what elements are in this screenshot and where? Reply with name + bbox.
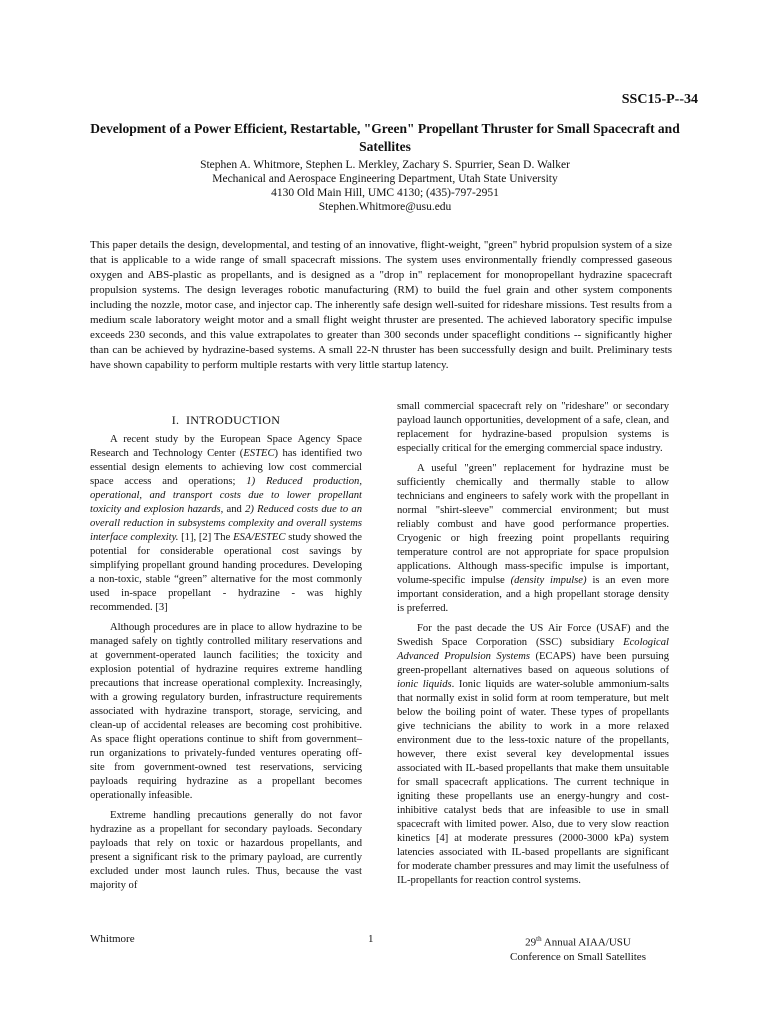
paper-id: SSC15-P--34 bbox=[621, 92, 698, 107]
footer-page-number: 1 bbox=[368, 933, 374, 945]
italic-span: 1) Reduced production, operational, and transport costs due to lower propellant toxicity and explosion hazards, bbox=[90, 476, 362, 515]
text-span: study showed the potential for considerable operational cost savings by simplifying propellant ground handing procedures. Developing a non-toxic, stable “green” alternative for the most commonly used in-space propellant - hydrazine - was highly recommended. [3] bbox=[90, 532, 363, 613]
section-number: I. bbox=[171, 413, 180, 427]
italic-span: Ecological Advanced Propulsion Systems bbox=[397, 637, 669, 662]
footer-conference bbox=[478, 932, 678, 964]
right-column bbox=[397, 400, 669, 894]
left-column bbox=[90, 413, 362, 899]
paragraph bbox=[90, 433, 362, 615]
text-span: A useful "green" replacement for hydrazine must be sufficiently chemically and thermally stable to allow technicians and engineers to safely work with the propellant in normal "shirt-sleeve" commercial environment; but must reliably combust and have good performance properties. Cryogenic or high freezing point propellants requiring temperature control are not appropriate for space propulsion applications. Although mass-specific impulse is important, volume-specific impulse bbox=[397, 463, 669, 586]
text-span: [1], [2] The bbox=[178, 532, 234, 543]
text-span: For the past decade the US Air Force (USAF) and the Swedish Space Corporation (SSC) subsidiary bbox=[397, 623, 669, 648]
section-title-rest: NTRODUCTION bbox=[190, 413, 281, 427]
italic-span: ESA/ESTEC bbox=[233, 532, 286, 543]
italic-span: (density impulse) bbox=[510, 575, 587, 586]
paragraph bbox=[397, 462, 669, 616]
author-address: 4130 Old Main Hill, UMC 4130; (435)-797-2951 bbox=[271, 187, 499, 199]
italic-span: ESTEC bbox=[243, 448, 275, 459]
text-span: Annual AIAA/USU bbox=[541, 936, 631, 949]
section-title-initial: I bbox=[185, 413, 191, 427]
paragraph: small commercial spacecraft rely on "rideshare" or secondary payload launch opportunities, development of a safe, clean, and replacement for hydrazine-based propulsion systems is especially critical for the emerging commercial space industry. bbox=[397, 401, 669, 454]
author-names: Stephen A. Whitmore, Stephen L. Merkley, Zachary S. Spurrier, Sean D. Walker bbox=[200, 159, 570, 171]
italic-span: 2) Reduced costs due to an overall reduction in subsystems complexity and overall systems interface complexity. bbox=[90, 504, 363, 543]
abstract: This paper details the design, developmental, and testing of an innovative, flight-weight, "green" hybrid propulsion system of a size that is applicable to a wide range of small spacecraft missions. The system uses environmentally friendly compressed gaseous oxygen and ABS-plastic as propellants, and is designed as a "drop in" replacement for monopropellant hydrazine spacecraft propulsion systems. The design leverages robotic manufacturing (RM) to build the fuel grain and other system components including the nozzle, motor case, and injector cap. The inherently safe design well-suited for rideshare missions. Test results from a medium scale laboratory weight motor and a small flight weight thruster are presented. The achieved laboratory specific impulse exceeds 230 seconds, and this value extrapolates to greater than 300 seconds under spaceflight conditions -- significantly higher than can be achieved by hydrazine-based systems. A small 22-N thruster has been successfully design and built. Preliminary tests have shown capability to perform multiple restarts with very little startup latency. bbox=[90, 239, 672, 371]
text-span: . Ionic liquids are water-soluble ammonium-salts that normally exist in solid form at room temperature, but melt below the boiling point of water. These types of propellants give technicians the ability to work in a more relaxed environment due to the less-toxic nature of the propellants, however, there exist several key developmental issues associated with IL-based propellants that make them unsuitable for small spacecraft applications. The current technique in igniting these propellants use an energy-hungry and cost-inhibitive catalyst beds that are infeasible to use in small spacecraft with limited power. Also, due to very slow reaction kinetics [4] at moderate pressures (2000-3000 kPa) system latencies associated with IL-based propellants are significant for moderate chamber pressures and may limit the usefulness of IL-propellants for reaction control systems. bbox=[397, 679, 669, 886]
text-span: 29 bbox=[525, 936, 537, 949]
footer-conference-line2: Conference on Small Satellites bbox=[510, 950, 646, 963]
text-span: A recent study by the European Space Agency Space Research and Technology Center ( bbox=[90, 434, 362, 459]
footer-conference-line1 bbox=[478, 932, 678, 950]
ordinal-suffix: th bbox=[536, 935, 542, 943]
text-span: ) has identified two essential design elements to achieving low cost commercial space access and operations; bbox=[90, 448, 362, 487]
paragraph: Extreme handling precautions generally do not favor hydrazine as a propellant for secondary payloads. Secondary payloads that rely on toxic or hazardous propellants, and present a significant risk to the primary payload, are currently excluded under most launch rules. Thus, because the vast majority of bbox=[90, 810, 362, 891]
text-span: is an even more important consideration, and a high propellant storage density is preferred. bbox=[397, 575, 669, 614]
italic-span: ionic liquids bbox=[397, 679, 452, 690]
footer-author: Whitmore bbox=[90, 933, 135, 945]
author-email: Stephen.Whitmore@usu.edu bbox=[318, 201, 452, 213]
author-affiliation: Mechanical and Aerospace Engineering Department, Utah State University bbox=[212, 173, 558, 185]
text-span: (ECAPS) have been pursuing green-propellant alternatives based on aqueous solutions of bbox=[397, 651, 669, 676]
paper-title: Development of a Power Efficient, Restartable, "Green" Propellant Thruster for Small Spacecraft and Satellites bbox=[90, 121, 680, 154]
author-block bbox=[100, 158, 670, 214]
paragraph bbox=[397, 622, 669, 888]
section-heading bbox=[90, 413, 362, 427]
text-span: and bbox=[223, 504, 246, 515]
paragraph: Although procedures are in place to allow hydrazine to be managed safely on tightly controlled military reservations and at government-operated launch facilities; the toxicity and explosion potential of hydrazine requires extreme handling precautions that increase operational complexity. Increasingly, with a growing regulatory burden, infrastructure requirements associated with hydrazine transport, storage, servicing, and clean-up of accidental releases are becoming cost prohibitive. As space flight operations continue to shift from government–run organizations to privately-funded ventures operating off-site from government-owned test reservations, servicing payloads requiring hydrazine as a propellant becomes operationally infeasible. bbox=[90, 622, 362, 801]
